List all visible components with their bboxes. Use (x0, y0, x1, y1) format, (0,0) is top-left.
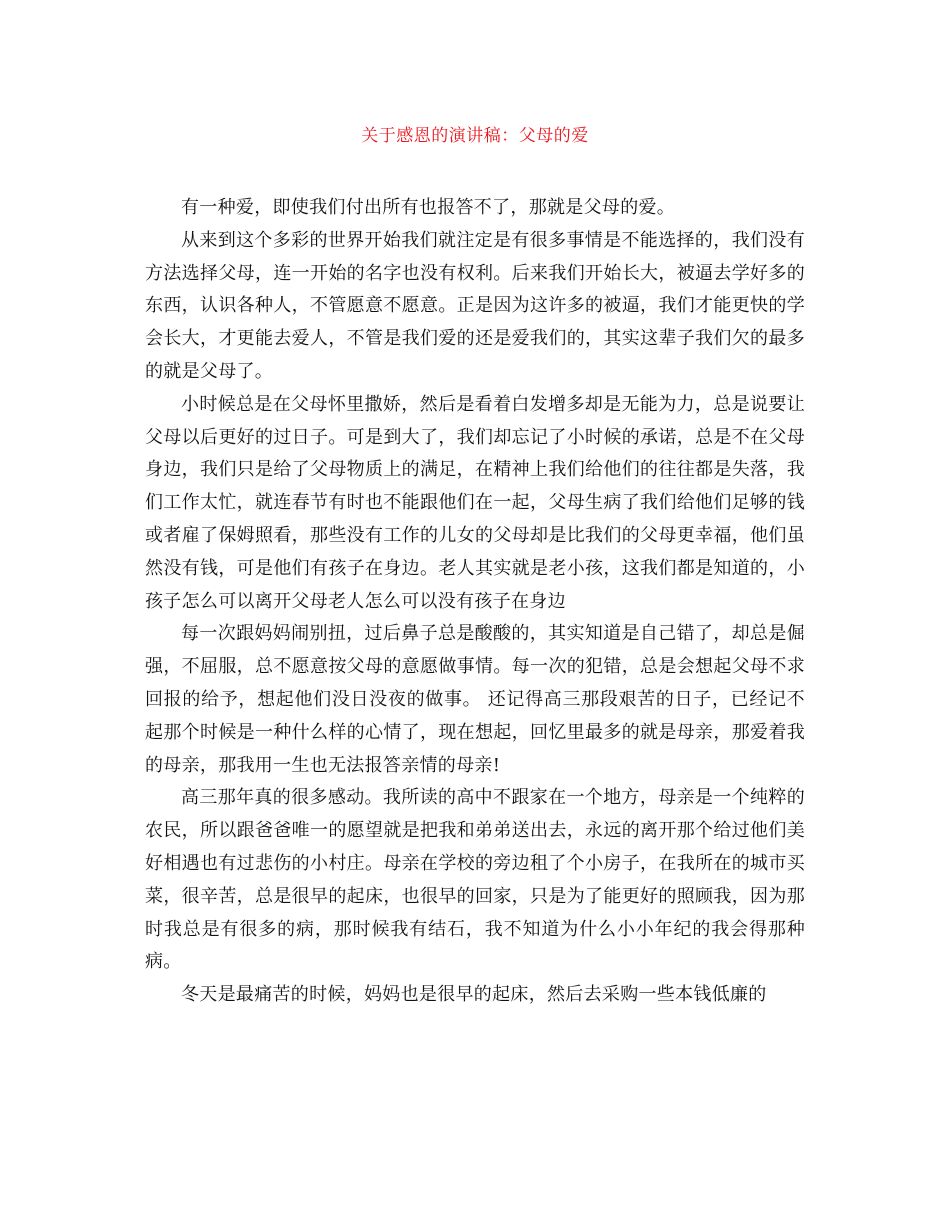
paragraph: 有一种爱，即使我们付出所有也报答不了，那就是父母的爱。 (181, 197, 676, 218)
article-body (145, 192, 805, 1012)
paragraph: 每一次跟妈妈闹别扭，过后鼻子总是酸酸的，其实知道是自己错了，却总是倔强，不屈服，总不愿意按父母的意愿做事情。每一次的犯错，总是会想起父母不求回报的给予，想起他们没日没夜的做事。 还记得高三那段艰苦的日子，已经记不起那个时候是一种什么样的心情了，现在想起，回忆里最多的就是母亲，那爱着我的母亲，那我用一生也无法报答亲情的母亲! (145, 623, 805, 776)
paragraph: 小时候总是在父母怀里撒娇，然后是看着白发增多却是无能为力，总是说要让父母以后更好的过日子。可是到大了，我们却忘记了小时候的承诺，总是不在父母身边，我们只是给了父母物质上的满足，在精神上我们给他们的往往都是失落，我们工作太忙，就连春节有时也不能跟他们在一起，父母生病了我们给他们足够的钱或者雇了保姆照看，那些没有工作的儿女的父母却是比我们的父母更幸福，他们虽然没有钱，可是他们有孩子在身边。老人其实就是老小孩，这我们都是知道的，小孩子怎么可以离开父母老人怎么可以没有孩子在身边 (145, 393, 805, 612)
paragraph: 冬天是最痛苦的时候，妈妈也是很早的起床，然后去采购一些本钱低廉的 (181, 984, 767, 1006)
page-title: 关于感恩的演讲稿：父母的爱 (361, 126, 589, 146)
paragraph: 从来到这个多彩的世界开始我们就注定是有很多事情是不能选择的，我们没有方法选择父母，连一开始的名字也没有权利。后来我们开始长大，被逼去学好多的东西，认识各种人，不管愿意不愿意。正是因为这许多的被逼，我们才能更快的学会长大，才更能去爱人，不管是我们爱的还是爱我们的，其实这辈子我们欠的最多的就是父母了。 (145, 229, 805, 382)
paragraph: 高三那年真的很多感动。我所读的高中不跟家在一个地方，母亲是一个纯粹的农民，所以跟爸爸唯一的愿望就是把我和弟弟送出去，永远的离开那个给过他们美好相遇也有过悲伤的小村庄。母亲在学校的旁边租了个小房子，在我所在的城市买菜，很辛苦，总是很早的起床，也很早的回家，只是为了能更好的照顾我，因为那时我总是有很多的病，那时候我有结石，我不知道为什么小小年纪的我会得那种病。 (145, 787, 805, 973)
